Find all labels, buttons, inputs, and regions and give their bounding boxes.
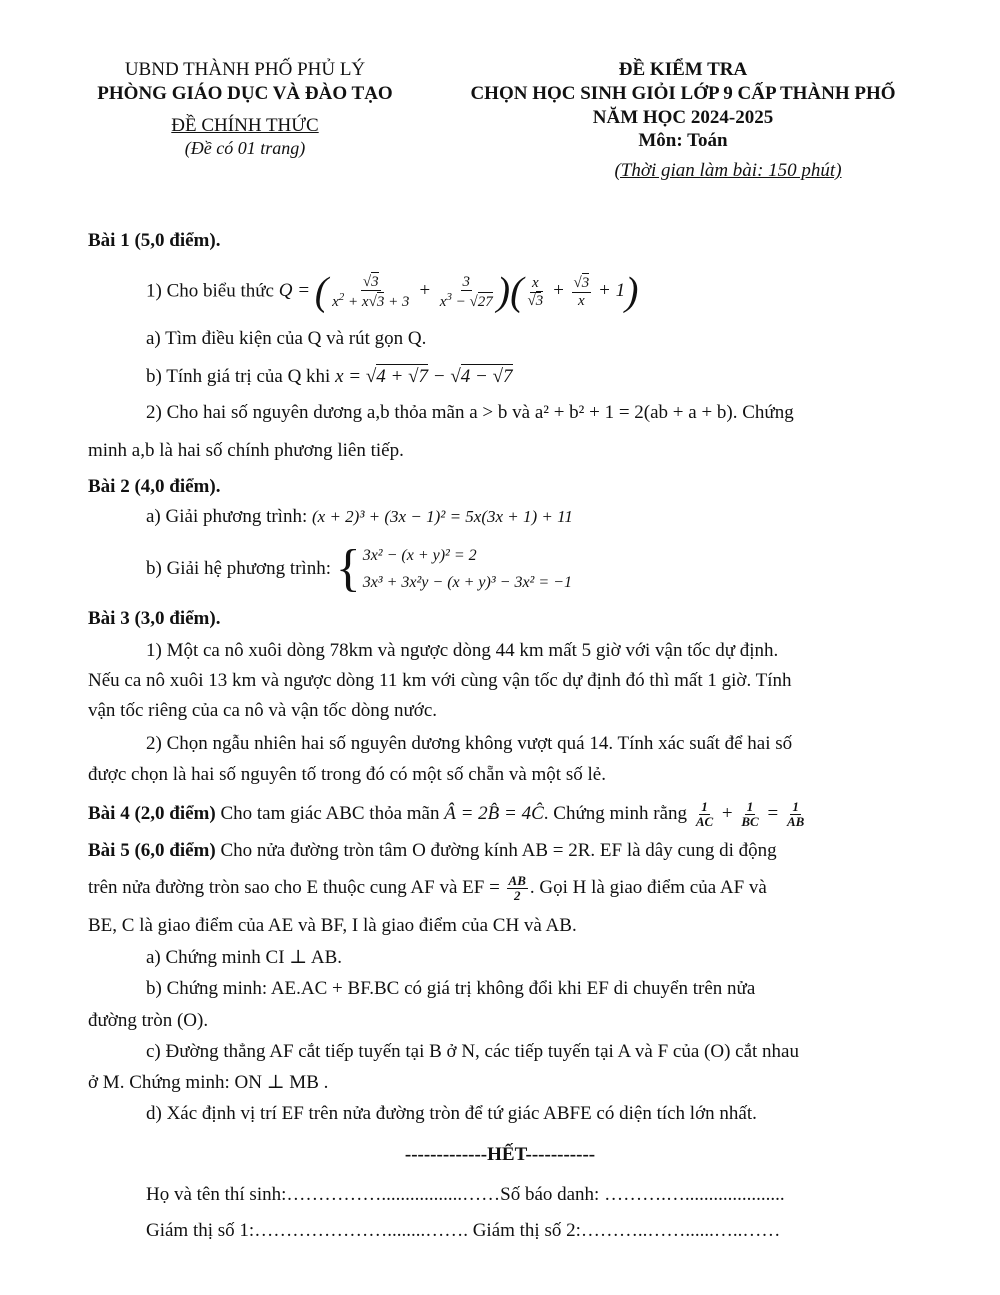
bai2-a-equation: (x + 2)³ + (3x − 1)² = 5x(3x + 1) + 11 xyxy=(311,507,573,526)
bai3-p1-l1: 1) Một ca nô xuôi dòng 78km và ngược dòng 44 km mất 5 giờ với vận tốc dự định. xyxy=(146,640,779,661)
bai4-prove: . Chứng minh rằng xyxy=(543,803,688,825)
district-name: UBND THÀNH PHỐ PHỦ LÝ xyxy=(124,59,366,80)
proctor-line: Giám thị số 1:…………………........……. Giám thị số 2:………..……......…..…… xyxy=(146,1220,781,1241)
x-value-expression: x = √4 + √7 − √4 − √7 xyxy=(335,366,513,387)
bai2-b-text: b) Giải hệ phương trình: xyxy=(146,557,331,579)
bai2-title: Bài 2 (4,0 điểm). xyxy=(88,476,221,497)
exam-subtitle: CHỌN HỌC SINH GIỎI LỚP 9 CẤP THÀNH PHỐ xyxy=(470,82,896,104)
bai1-q2-cont: minh a,b là hai số chính phương liên tiếp. xyxy=(88,440,404,461)
bai5-l3: BE, C là giao điểm của AE và BF, I là giao điểm của CH và AB. xyxy=(88,915,577,936)
angle-relation: Â = 2B̂ = 4Ĉ xyxy=(444,803,544,825)
header-right xyxy=(438,58,928,183)
bai5-b1: b) Chứng minh: AE.AC + BF.BC có giá trị không đổi khi EF di chuyển trên nửa xyxy=(146,978,756,999)
bai5-l1 xyxy=(88,840,777,863)
bai2-b xyxy=(146,542,572,596)
bai3-p2-l1: 2) Chọn ngẫu nhiên hai số nguyên dương không vượt quá 14. Tính xác suất để hai số xyxy=(146,733,793,754)
bai5-l2a: trên nửa đường tròn sao cho E thuộc cung AF và EF = xyxy=(88,877,500,899)
bai1-q1b-text: b) Tính giá trị của Q khi xyxy=(146,366,331,387)
bai5-b2: đường tròn (O). xyxy=(88,1010,209,1031)
subject: Môn: Toán xyxy=(638,130,728,152)
candidate-info-line: Họ và tên thí sinh:…………….................……Số báo danh: ……….…..................... xyxy=(146,1184,785,1205)
bai5-l2: trên nửa đường tròn sao cho E thuộc cung AF và EF = $\frac{AB}{2}$ . Gọi H là giao điểm của AF và xyxy=(88,873,767,904)
system-eq1: 3x² − (x + y)² = 2 xyxy=(362,547,477,564)
bai1-q1a: a) Tìm điều kiện của Q và rút gọn Q. xyxy=(146,328,427,349)
bai5-l1-text: Cho nửa đường tròn tâm O đường kính AB = 2R. EF là dây cung di động xyxy=(220,840,777,861)
bai1-q1-intro: 1) Cho biểu thức xyxy=(146,280,274,302)
bai2-a xyxy=(146,506,573,529)
bai3-p1-l3: vận tốc riêng của ca nô và vận tốc dòng nước. xyxy=(88,700,438,721)
q-expression: Q = ( $\frac{√3}{x^2 + x√3 + 3}$ + $\frac{3}{x^3 - √27}$ )( $\frac{x}{√3}$ + $\frac{√3}{x}$ + 1) xyxy=(278,269,639,314)
bai1-q1b xyxy=(146,366,513,389)
header-left xyxy=(80,58,410,160)
bai1-q2: 2) Cho hai số nguyên dương a,b thỏa mãn a > b và a² + b² + 1 = 2(ab + a + b). Chứng xyxy=(146,402,794,423)
bai5-c1: c) Đường thẳng AF cắt tiếp tuyến tại B ở N, các tiếp tuyến tại A và F của (O) cắt nhau xyxy=(146,1041,799,1062)
bai3-p2-l2: được chọn là hai số nguyên tố trong đó có một số chẵn và một số lẻ. xyxy=(88,764,606,785)
bai5-a: a) Chứng minh CI ⊥ AB. xyxy=(146,947,343,968)
bai5-l2b: . Gọi H là giao điểm của AF và xyxy=(529,877,767,899)
bai4: Bài 4 (2,0 điểm) Cho tam giác ABC thỏa mãn Â = 2B̂ = 4Ĉ. Chứng minh rằng $\frac{1}{AC}$ + $\frac{1}{BC}$ = $\frac{1}{AB}$ xyxy=(88,799,805,830)
bai3-p1-l2: Nếu ca nô xuôi 13 km và ngược dòng 11 km với cùng vận tốc dự định đó thì mất 1 giờ. Tính xyxy=(88,670,792,691)
system-eq2: 3x³ + 3x²y − (x + y)³ − 3x² = −1 xyxy=(362,574,572,592)
equation-system: { 3x² − (x + y)² = 2 3x³ + 3x²y − (x + y)³ − 3x² = −1 xyxy=(335,540,572,598)
bai5-c2: ở M. Chứng minh: ON ⊥ MB . xyxy=(88,1072,329,1093)
bai1-q1 xyxy=(146,268,638,316)
bai5-d: d) Xác định vị trí EF trên nửa đường tròn để tứ giác ABFE có diện tích lớn nhất. xyxy=(146,1103,757,1124)
bai2-a-text: a) Giải phương trình: xyxy=(146,506,308,527)
bai4-title: Bài 4 (2,0 điểm) xyxy=(88,803,216,825)
bai1-title: Bài 1 (5,0 điểm). xyxy=(88,230,221,251)
bai3-title: Bài 3 (3,0 điểm). xyxy=(88,608,221,629)
school-year: NĂM HỌC 2024-2025 xyxy=(592,106,774,128)
exam-title: ĐỀ KIỂM TRA xyxy=(618,59,748,80)
bai5-title: Bài 5 (6,0 điểm) xyxy=(88,840,216,861)
time-limit: (Thời gian làm bài: 150 phút) xyxy=(614,160,842,181)
department-name: PHÒNG GIÁO DỤC VÀ ĐÀO TẠO xyxy=(97,82,393,104)
official-label: ĐỀ CHÍNH THỨC xyxy=(171,114,319,136)
bai4-text: Cho tam giác ABC thỏa mãn xyxy=(220,803,440,825)
end-marker: -------------HẾT----------- xyxy=(404,1144,596,1165)
page-count-note: (Đề có 01 trang) xyxy=(184,138,306,159)
